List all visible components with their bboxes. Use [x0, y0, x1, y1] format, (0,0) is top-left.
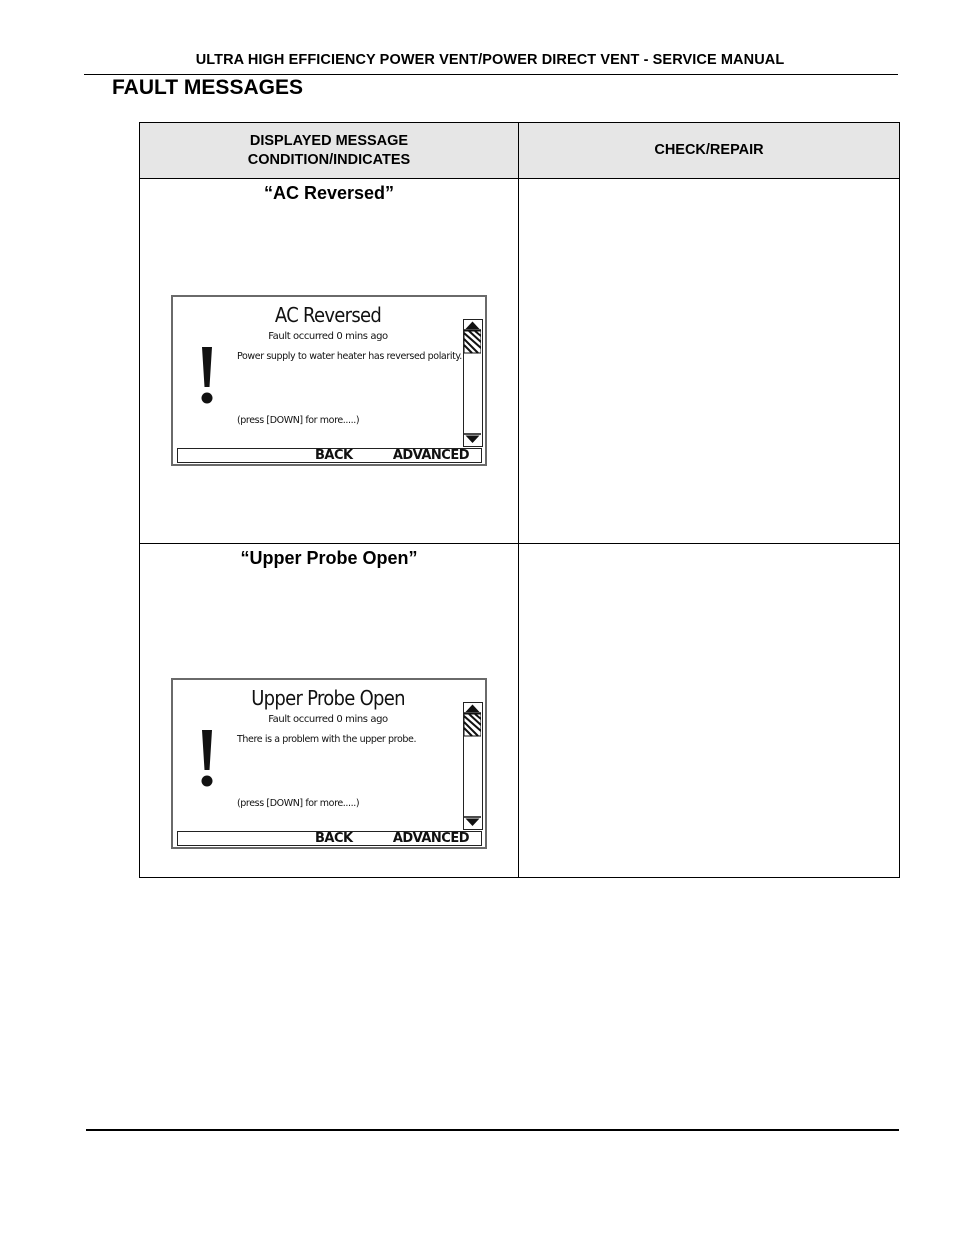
column-header-check-repair: CHECK/REPAIR	[519, 123, 900, 179]
table-row	[140, 179, 900, 544]
table-row	[140, 544, 900, 878]
display-body: There is a problem with the upper probe.	[237, 734, 417, 745]
exclamation-icon	[199, 347, 215, 405]
column-header-line-1: DISPLAYED MESSAGE	[249, 132, 409, 149]
message-title: “AC Reversed”	[263, 183, 395, 203]
scroll-down-icon	[464, 434, 481, 443]
display-softkey-bar	[177, 448, 482, 463]
message-cell	[140, 179, 519, 544]
column-header-line-2: CONDITION/INDICATES	[247, 151, 411, 168]
display-more-hint: (press [DOWN] for more.....)	[237, 798, 360, 809]
scroll-down-icon	[464, 817, 481, 826]
scroll-up-icon	[464, 322, 481, 331]
display-subtitle: Fault occurred 0 mins ago	[268, 714, 388, 725]
fault-messages-table	[139, 122, 900, 878]
header-rule	[84, 74, 898, 75]
check-repair-cell	[519, 544, 900, 878]
advanced-softkey: ADVANCED	[392, 831, 469, 846]
display-body: Power supply to water heater has reversed polarity.	[237, 351, 462, 362]
display-subtitle: Fault occurred 0 mins ago	[268, 331, 388, 342]
footer-rule	[86, 1129, 899, 1131]
back-softkey: BACK	[315, 448, 353, 463]
advanced-softkey: ADVANCED	[392, 448, 469, 463]
back-softkey: BACK	[315, 831, 353, 846]
display-title: Upper Probe Open	[251, 686, 405, 710]
display-scrollbar	[463, 702, 483, 830]
display-more-hint: (press [DOWN] for more.....)	[237, 415, 360, 426]
message-title: “Upper Probe Open”	[240, 548, 418, 568]
section-title: FAULT MESSAGES	[112, 76, 303, 99]
scroll-up-icon	[464, 705, 481, 714]
table-header-row	[140, 123, 900, 179]
display-screenshot	[171, 678, 487, 849]
display-title: AC Reversed	[274, 303, 382, 327]
column-header-displayed-message	[140, 123, 519, 179]
display-screenshot	[171, 295, 487, 466]
display-softkey-bar	[177, 831, 482, 846]
check-repair-cell	[519, 179, 900, 544]
scroll-thumb-hatched	[464, 714, 481, 736]
running-header: ULTRA HIGH EFFICIENCY POWER VENT/POWER DIRECT VENT - SERVICE MANUAL	[195, 52, 785, 68]
scroll-thumb-hatched	[464, 331, 481, 353]
exclamation-icon	[199, 730, 215, 788]
message-cell	[140, 544, 519, 878]
display-scrollbar	[463, 319, 483, 447]
